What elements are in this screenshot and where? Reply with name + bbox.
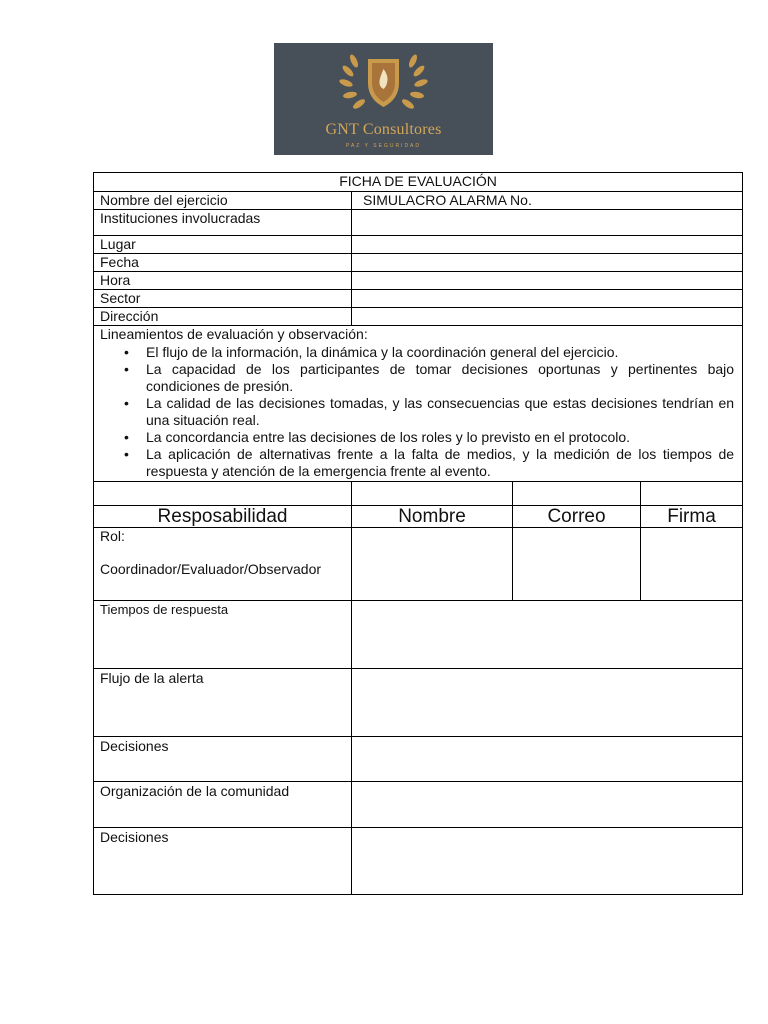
company-name: GNT Consultores (325, 121, 442, 138)
criteria-item: • La aplicación de alternativas frente a la falta de medios, y la medición de los tiempos de respuesta y atención de la emergencia frente al evento. (146, 446, 734, 480)
community-organization-label: Organización de la comunidad (94, 782, 352, 828)
time-label: Hora (94, 272, 352, 290)
sector-field[interactable] (352, 290, 743, 308)
email-field[interactable] (513, 528, 641, 601)
form-title: FICHA DE EVALUACIÓN (94, 173, 743, 192)
role-label: Rol: (100, 528, 125, 544)
blank-cell (641, 482, 743, 506)
blank-cell (513, 482, 641, 506)
date-field[interactable] (352, 254, 743, 272)
company-tagline: PAZ Y SEGURIDAD (345, 143, 421, 149)
criteria-heading: Lineamientos de evaluación y observación: (100, 326, 368, 342)
date-label: Fecha (94, 254, 352, 272)
blank-cell (94, 482, 352, 506)
blank-cell (352, 482, 513, 506)
sector-label: Sector (94, 290, 352, 308)
exercise-name-value[interactable]: SIMULACRO ALARMA No. (352, 192, 743, 210)
response-times-field[interactable] (352, 601, 743, 669)
column-header-responsibility: Resposabilidad (94, 506, 352, 528)
role-cell (94, 528, 352, 601)
institutions-label: Instituciones involucradas (94, 210, 352, 236)
response-times-label: Tiempos de respuesta (94, 601, 352, 669)
criteria-list (100, 344, 734, 480)
community-organization-field[interactable] (352, 782, 743, 828)
company-logo (274, 43, 493, 155)
criteria-cell (94, 326, 743, 482)
criteria-item: • La capacidad de los participantes de tomar decisiones oportunas y pertinentes bajo condiciones de presión. (146, 361, 734, 395)
column-header-email: Correo (513, 506, 641, 528)
time-field[interactable] (352, 272, 743, 290)
address-field[interactable] (352, 308, 743, 326)
criteria-item: • El flujo de la información, la dinámica y la coordinación general del ejercicio. (146, 344, 734, 361)
alert-flow-label: Flujo de la alerta (94, 669, 352, 737)
column-header-signature: Firma (641, 506, 743, 528)
decisions-field[interactable] (352, 828, 743, 895)
evaluation-form (93, 172, 743, 895)
institutions-field[interactable] (352, 210, 743, 236)
role-value: Coordinador/Evaluador/Observador (100, 561, 322, 577)
signature-field[interactable] (641, 528, 743, 601)
address-label: Dirección (94, 308, 352, 326)
decisions-field[interactable] (352, 737, 743, 782)
decisions-label: Decisiones (94, 737, 352, 782)
place-field[interactable] (352, 236, 743, 254)
criteria-item: • La concordancia entre las decisiones de los roles y lo previsto en el protocolo. (146, 429, 734, 446)
alert-flow-field[interactable] (352, 669, 743, 737)
decisions-label: Decisiones (94, 828, 352, 895)
name-field[interactable] (352, 528, 513, 601)
exercise-name-label: Nombre del ejercicio (94, 192, 352, 210)
place-label: Lugar (94, 236, 352, 254)
column-header-name: Nombre (352, 506, 513, 528)
criteria-item: • La calidad de las decisiones tomadas, y las consecuencias que estas decisiones tendrían en una situación real. (146, 395, 734, 429)
